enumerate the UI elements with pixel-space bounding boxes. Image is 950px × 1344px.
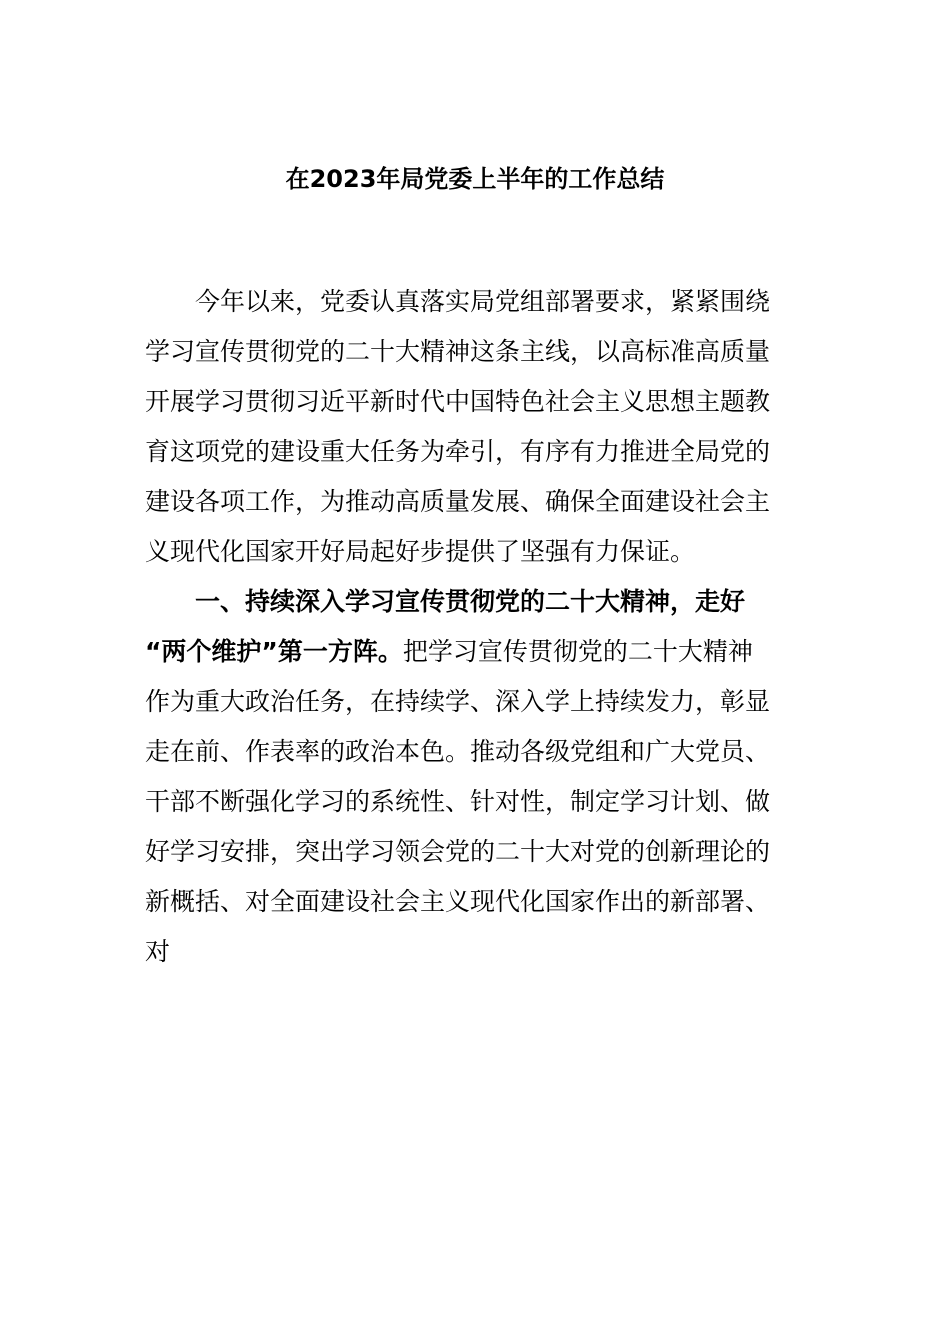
paragraph-line: 作为重大政治任务，在持续学、深入学上持续发力，彰显 xyxy=(145,687,771,716)
paragraph-line: 育这项党的建设重大任务为牵引，有序有力推进全局党的 xyxy=(145,437,771,466)
section-heading-continued: “两个维护”第一方阵。 xyxy=(145,637,403,666)
paragraph-line: 今年以来，党委认真落实局党组部署要求，紧紧围绕 xyxy=(195,287,771,316)
paragraph-line: 新概括、对全面建设社会主义现代化国家作出的新部署、 xyxy=(145,887,771,916)
paragraph-line: 开展学习贯彻习近平新时代中国特色社会主义思想主题教 xyxy=(145,387,771,416)
paragraph-line: 建设各项工作，为推动高质量发展、确保全面建设社会主 xyxy=(145,487,771,516)
document-title: 在2023年局党委上半年的工作总结 xyxy=(285,165,665,193)
paragraph-line: 义现代化国家开好局起好步提供了坚强有力保证。 xyxy=(145,537,696,566)
paragraph-line: 好学习安排，突出学习领会党的二十大对党的创新理论的 xyxy=(145,837,771,866)
paragraph-line: 对 xyxy=(145,937,171,966)
section-text: 把学习宣传贯彻党的二十大精神 xyxy=(402,637,753,666)
paragraph-line: 干部不断强化学习的系统性、针对性，制定学习计划、做 xyxy=(145,787,771,816)
paragraph-line xyxy=(145,634,815,670)
section-heading: 一、持续深入学习宣传贯彻党的二十大精神，走好 xyxy=(195,587,746,616)
paragraph-line: 走在前、作表率的政治本色。推动各级党组和广大党员、 xyxy=(145,737,771,766)
paragraph-line: 学习宣传贯彻党的二十大精神这条主线，以高标准高质量 xyxy=(145,337,771,366)
